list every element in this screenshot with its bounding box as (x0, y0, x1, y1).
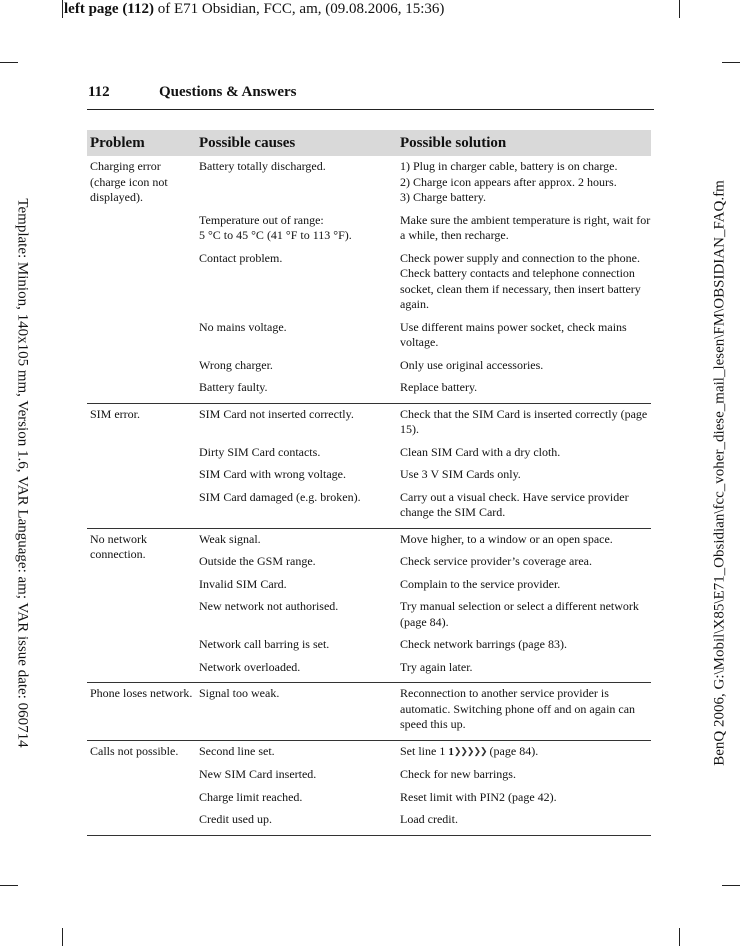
problem-group (87, 529, 651, 684)
table-row (199, 599, 651, 637)
cause-line: 5 °C to 45 °C (41 °F to 113 °F). (199, 228, 352, 242)
solution-cell: Make sure the ambient temperature is right, wait for a while, then recharge. (400, 212, 651, 242)
cause-cell: Contact problem. (199, 250, 283, 265)
cause-cell: Battery totally discharged. (199, 159, 326, 173)
table-row (199, 213, 651, 251)
solution-cell: Use 3 V SIM Cards only. (400, 467, 521, 481)
solution-text: Set line 1 (400, 743, 449, 758)
cause-cell: Network call barring is set. (199, 637, 330, 651)
table-row (199, 741, 651, 768)
table-row (199, 637, 651, 660)
cause-cell: New SIM Card inserted. (199, 767, 317, 781)
solution-cell: Check that the SIM Card is inserted correctly (page 15). (400, 406, 648, 436)
solution-cell: Carry out a visual check. Have service provider change the SIM Card. (400, 489, 629, 519)
cause-cell (199, 213, 400, 244)
problem-group (87, 404, 651, 529)
solution-cell: Use different mains power socket, check mains voltage. (400, 319, 627, 349)
line-1-icon (448, 744, 486, 758)
solution-cell: Check service provider’s coverage area. (400, 554, 593, 568)
table-row (199, 790, 651, 813)
crop-mark (679, 928, 680, 946)
header-solution: Possible solution (400, 134, 507, 151)
crop-mark (0, 885, 18, 886)
cause-line: Temperature out of range: (199, 212, 324, 227)
page-number: 112 (88, 84, 110, 100)
solution-cell: Load credit. (400, 812, 458, 826)
solution-cell: Reconnection to another service provider is automatic. Switching phone off and on again can speed this up. (400, 686, 636, 731)
table-row (199, 320, 651, 358)
cause-cell: Signal too weak. (199, 686, 280, 700)
table-body (87, 156, 651, 836)
table-row (199, 467, 651, 490)
problem-cell: SIM error. (90, 406, 140, 421)
table-row (199, 683, 651, 740)
solution-cell: Check for new barrings. (400, 767, 516, 781)
header-problem: Problem (90, 134, 145, 151)
table-header (87, 130, 651, 156)
cause-cell: Credit used up. (199, 812, 272, 826)
solution-cell: Complain to the service provider. (400, 576, 561, 591)
crop-mark (0, 62, 18, 63)
softkey-arrows-icon: ❯❯❯❯❯ (453, 745, 487, 756)
print-job-title: left page (112) of E71 Obsidian, FCC, am, (09.08.2006, 15:36) (64, 1, 445, 17)
solution-cell: Reset limit with PIN2 (page 42). (400, 789, 557, 804)
problem-group (87, 683, 651, 741)
header-rule (87, 109, 654, 110)
table-row (199, 358, 651, 381)
file-path-info: BenQ 2006, G:\Mobil\X85\E71_Obsidian\fcc_voher_diese_mail_lesen\FM\OBSIDIAN_FAQ.fm (711, 180, 728, 766)
cause-cell: SIM Card with wrong voltage. (199, 467, 346, 481)
table-row (199, 251, 651, 320)
table-row (199, 577, 651, 600)
solution-cell: Check network barrings (page 83). (400, 637, 567, 651)
cause-cell: No mains voltage. (199, 319, 287, 334)
solution-cell: Try manual selection or select a different network (page 84). (400, 599, 639, 629)
page-title: Questions & Answers (159, 84, 297, 100)
table-row (199, 660, 651, 683)
problem-cell: Calls not possible. (90, 743, 179, 758)
cause-cell: Outside the GSM range. (199, 554, 316, 568)
table-row (199, 490, 651, 528)
faq-table (87, 130, 651, 836)
cause-cell: Network overloaded. (199, 659, 301, 674)
solution-cell: Clean SIM Card with a dry cloth. (400, 444, 561, 459)
cause-cell: Dirty SIM Card contacts. (199, 444, 321, 459)
cause-cell: New network not authorised. (199, 599, 339, 613)
crop-mark (722, 62, 740, 63)
solution-line: 3) Charge battery. (400, 190, 486, 204)
template-info: Template: Minion, 140x105 mm, Version 1.6, VAR Language: am; VAR issue date: 060714 (14, 198, 31, 748)
solution-cell: Try again later. (400, 659, 473, 674)
solution-line: 2) Charge icon appears after approx. 2 hours. (400, 174, 617, 189)
solution-text: (page 84). (486, 743, 539, 758)
cause-cell: Battery faulty. (199, 380, 268, 394)
table-row (199, 529, 651, 555)
cause-cell: SIM Card not inserted correctly. (199, 406, 354, 421)
solution-cell: Replace battery. (400, 380, 478, 394)
table-row (199, 767, 651, 790)
table-row (199, 156, 651, 213)
cause-cell: Invalid SIM Card. (199, 576, 287, 591)
solution-cell: Move higher, to a window or an open space. (400, 531, 613, 546)
problem-group (87, 156, 651, 404)
problem-cell: Phone loses network. (90, 686, 193, 700)
solution-cell: Only use original accessories. (400, 357, 544, 372)
cause-cell: Wrong charger. (199, 357, 273, 372)
solution-cell (400, 159, 651, 206)
cause-cell: SIM Card damaged (e.g. broken). (199, 489, 361, 504)
table-row (199, 554, 651, 577)
problem-group (87, 741, 651, 836)
table-row (199, 445, 651, 468)
crop-mark (62, 0, 63, 18)
cause-cell: Weak signal. (199, 531, 261, 546)
crop-mark (679, 0, 680, 18)
solution-cell (400, 744, 651, 761)
solution-cell: Check power supply and connection to the phone. Check battery contacts and telephone connection socket, clean them if necessary, then insert battery again. (400, 250, 641, 311)
table-row (199, 380, 651, 403)
cause-cell: Charge limit reached. (199, 789, 303, 804)
crop-mark (62, 928, 63, 946)
problem-cell: Charging error (charge icon not displayed). (90, 159, 168, 204)
table-row (199, 404, 651, 445)
problem-cell: No network connection. (90, 531, 147, 561)
table-row (199, 812, 651, 835)
cause-cell: Second line set. (199, 743, 275, 758)
solution-line: 1) Plug in charger cable, battery is on charge. (400, 159, 618, 173)
header-causes: Possible causes (199, 134, 296, 151)
line-number: 1 (448, 745, 454, 758)
crop-mark (722, 885, 740, 886)
